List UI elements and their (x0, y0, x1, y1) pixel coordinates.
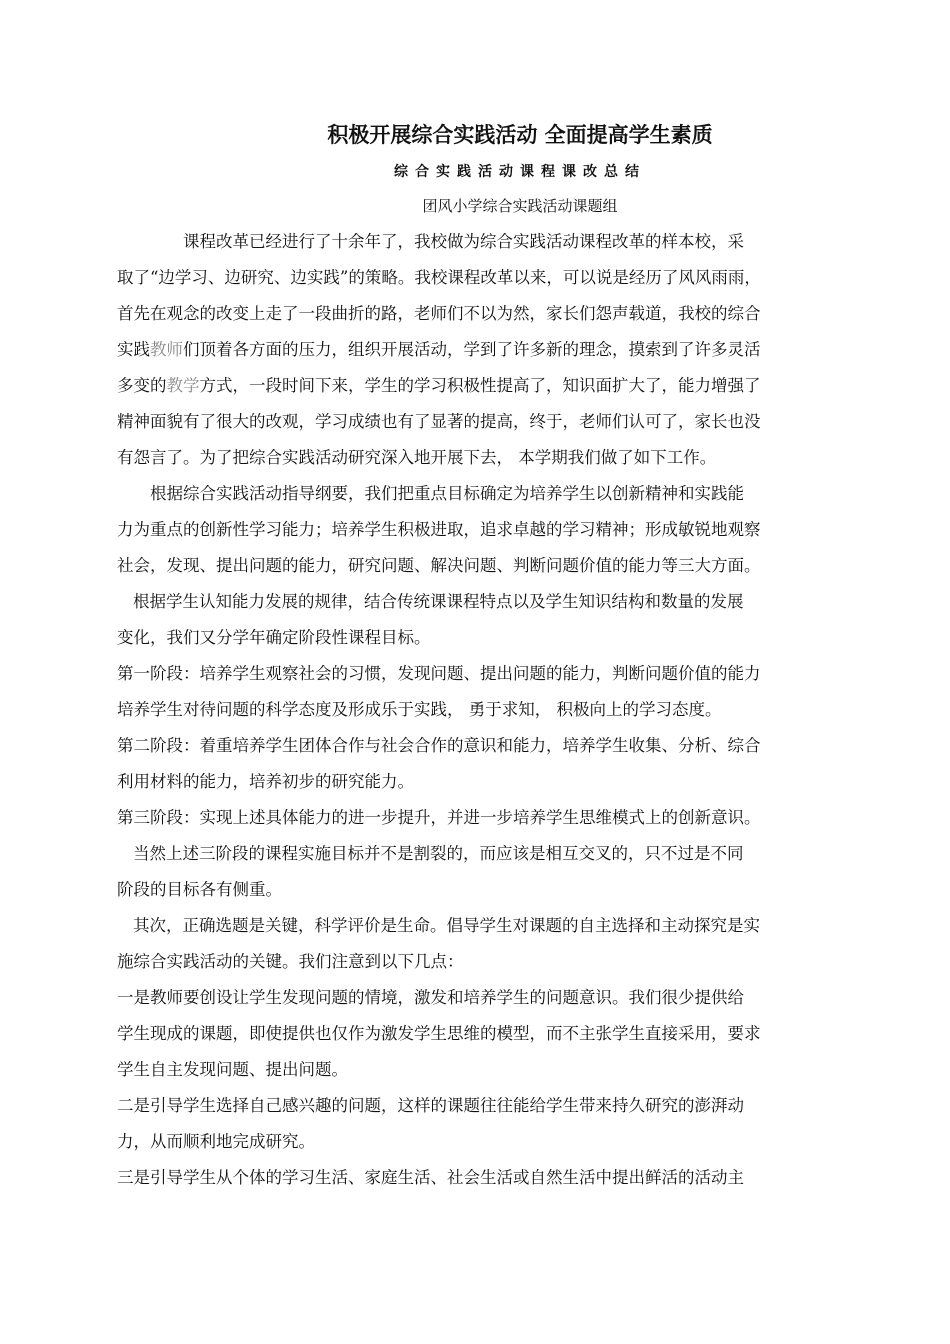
point-line: 二是引导学生选择自己感兴趣的问题，这样的课题往往能给学生带来持久研究的澎湃动 (117, 1096, 744, 1115)
keyword-link: 教师 (150, 340, 183, 359)
paragraph-line: 变化，我们又分学年确定阶段性课程目标。 (117, 628, 431, 647)
text-run: 方式，一段时间下来，学生的学习积极性提高了，知识面扩大了，能力增强了 (199, 376, 761, 395)
stage-line: 第二阶段：着重培养学生团体合作与社会合作的意识和能力，培养学生收集、分析、综合 (117, 736, 761, 755)
paragraph-line: 首先在观念的改变上走了一段曲折的路，老师们不以为然，家长们怨声载道，我校的综合 (117, 304, 761, 323)
paragraph-line: 精神面貌有了很大的改观，学习成绩也有了显著的提高，终于，老师们认可了，家长也没 (117, 412, 761, 431)
point-line: 学生现成的课题，即使提供也仅作为激发学生思维的模型，而不主张学生直接采用，要求 (117, 1024, 761, 1043)
stage-line: 第三阶段：实现上述具体能力的进一步提升，并进一步培养学生思维模式上的创新意识。 (117, 808, 761, 827)
text-run: 们顶着各方面的压力，组织开展活动，学到了许多新的理念，摸索到了许多灵活 (183, 340, 761, 359)
paragraph-line: 根据综合实践活动指导纲要，我们把重点目标确定为培养学生以创新精神和实践能 (150, 484, 744, 503)
text-run: 多变的 (117, 376, 167, 395)
document-author: 团风小学综合实践活动课题组 (422, 197, 618, 215)
paragraph-line (117, 373, 761, 399)
point-line: 三是引导学生从个体的学习生活、家庭生活、社会生活或自然生活中提出鲜活的活动主 (117, 1168, 744, 1187)
paragraph-line: 力为重点的创新性学习能力；培养学生积极进取，追求卓越的学习精神；形成敏锐地观察 (117, 520, 761, 539)
paragraph-line: 课程改革已经进行了十余年了，我校做为综合实践活动课程改革的样本校，采 (183, 232, 744, 251)
keyword-link: 教学 (166, 376, 200, 395)
paragraph-line: 根据学生认知能力发展的规律，结合传统课课程特点以及学生知识结构和数量的发展 (133, 592, 744, 611)
paragraph-line: 当然上述三阶段的课程实施目标并不是割裂的，而应该是相互交叉的，只不过是不同 (133, 844, 744, 863)
paragraph-line: 施综合实践活动的关键。我们注意到以下几点： (117, 952, 464, 971)
point-line: 力，从而顺利地完成研究。 (117, 1132, 315, 1151)
stage-line: 培养学生对待问题的科学态度及形成乐于实践， 勇于求知， 积极向上的学习态度。 (117, 700, 722, 719)
point-line: 一是教师要创设让学生发现问题的情境，激发和培养学生的问题意识。我们很少提供给 (117, 988, 744, 1007)
paragraph-line: 取了“边学习、边研究、边实践”的策略。我校课程改革以来，可以说是经历了风风雨雨， (117, 268, 761, 287)
paragraph-line: 阶段的目标各有侧重。 (117, 880, 282, 899)
paragraph-line: 有怨言了。为了把综合实践活动研究深入地开展下去， 本学期我们做了如下工作。 (117, 448, 717, 467)
text-run: 实践 (117, 340, 150, 359)
paragraph-line: 社会，发现、提出问题的能力，研究问题、解决问题、判断问题价值的能力等三大方面。 (117, 556, 761, 575)
stage-line: 利用材料的能力，培养初步的研究能力。 (117, 772, 414, 791)
document-subtitle: 综合实践活动课程课改总结 (394, 164, 646, 180)
document-title: 积极开展综合实践活动 全面提高学生素质 (327, 123, 713, 147)
point-line: 学生自主发现问题、提出问题。 (117, 1060, 348, 1079)
paragraph-line: 其次，正确选题是关键，科学评价是生命。倡导学生对课题的自主选择和主动探究是实 (133, 916, 760, 935)
paragraph-line (117, 337, 761, 363)
stage-line: 第一阶段：培养学生观察社会的习惯，发现问题、提出问题的能力，判断问题价值的能力 (117, 664, 761, 683)
